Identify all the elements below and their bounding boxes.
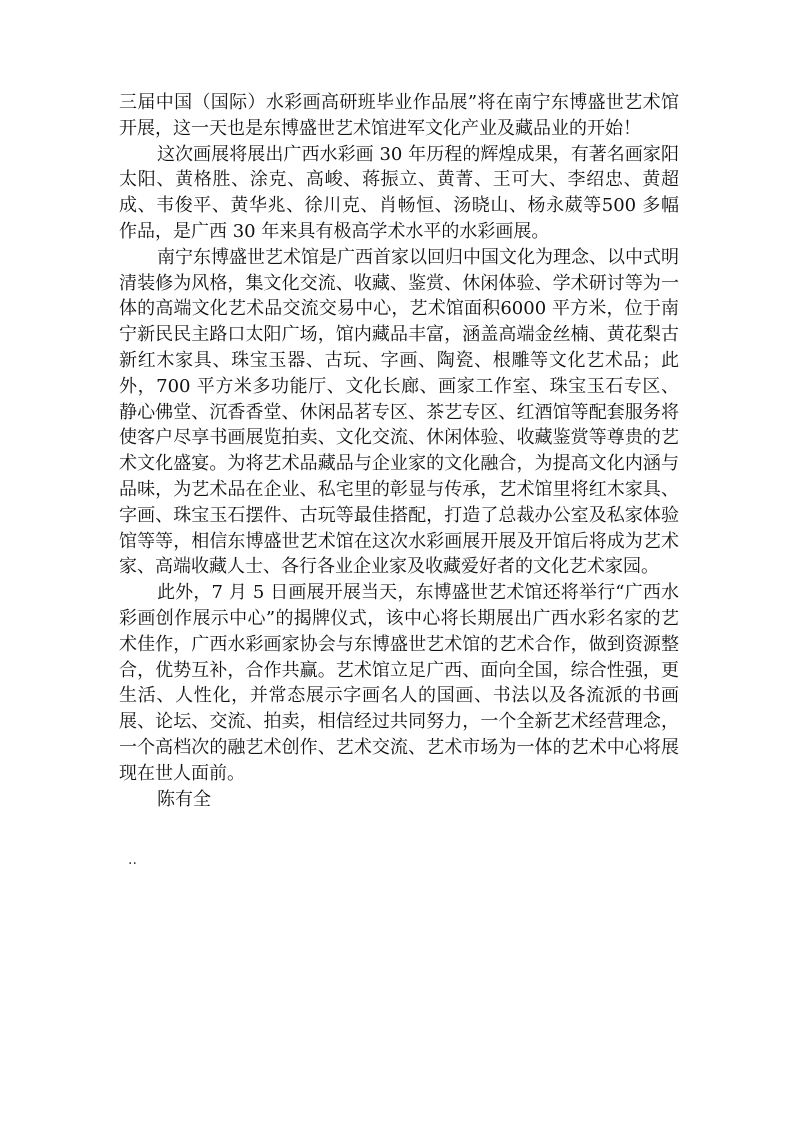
paragraph-museum-intro: 南宁东博盛世艺术馆是广西首家以回归中国文化为理念、以中式明清装修为风格，集文化交流、收藏、鉴赏、休闲体验、学术研讨等为一体的高端文化艺术品交流交易中心，艺术馆面积6000 平方米，位于南宁新民民主路口太阳广场，馆内藏品丰富，涵盖高端金丝楠、黄花梨古新红木家具、珠宝玉器、古玩、字画、陶瓷、根雕等文化艺术品；此外，700 平方米多功能厅、文化长廊、画家工作室、珠宝玉石专区、静心佛堂、沉香香堂、休闲品茗专区、茶艺专区、红酒馆等配套服务将使客户尽享书画展览拍卖、文化交流、休闲体验、收藏鉴赏等尊贵的艺术文化盛宴。为将艺术品藏品与企业家的文化融合，为提高文化内涵与品味，为艺术品在企业、私宅里的彰显与传承，艺术馆里将红木家具、字画、珠宝玉石摆件、古玩等最佳搭配，打造了总裁办公室及私家体验馆等等，相信东博盛世艺术馆在这次水彩画展开展及开馆后将成为艺术家、高端收藏人士、各行各业企业家及收藏爱好者的文化艺术家园。 xyxy=(119,246,679,578)
paragraph-continuation: 三届中国（国际）水彩画高研班毕业作品展”将在南宁东博盛世艺术馆开展，这一天也是东博盛世艺术馆进军文化产业及藏品业的开始！ xyxy=(119,92,679,139)
article-body xyxy=(119,90,679,812)
footer-mark: .. xyxy=(128,852,137,868)
author-signature: 陈有全 xyxy=(157,788,211,810)
paragraph-ceremony: 此外，7 月 5 日画展开展当天，东博盛世艺术馆还将举行“广西水彩画创作展示中心”的揭牌仪式，该中心将长期展出广西水彩名家的艺术佳作，广西水彩画家协会与东博盛世艺术馆的艺术合作，做到资源整合，优势互补，合作共赢。艺术馆立足广西、面向全国，综合性强，更生活、人性化，并常态展示字画名人的国画、书法以及各流派的书画展、论坛、交流、拍卖，相信经过共同努力，一个全新艺术经营理念，一个高档次的融艺术创作、艺术交流、艺术市场为一体的艺术中心将展现在世人面前。 xyxy=(119,582,679,784)
paragraph-exhibition-works: 这次画展将展出广西水彩画 30 年历程的辉煌成果，有著名画家阳太阳、黄格胜、涂克、高峻、蒋振立、黄菁、王可大、李绍忠、黄超成、韦俊平、黄华兆、徐川克、肖畅恒、汤晓山、杨永葳等500 多幅作品，是广西 30 年来具有极高学术水平的水彩画展。 xyxy=(119,143,679,242)
